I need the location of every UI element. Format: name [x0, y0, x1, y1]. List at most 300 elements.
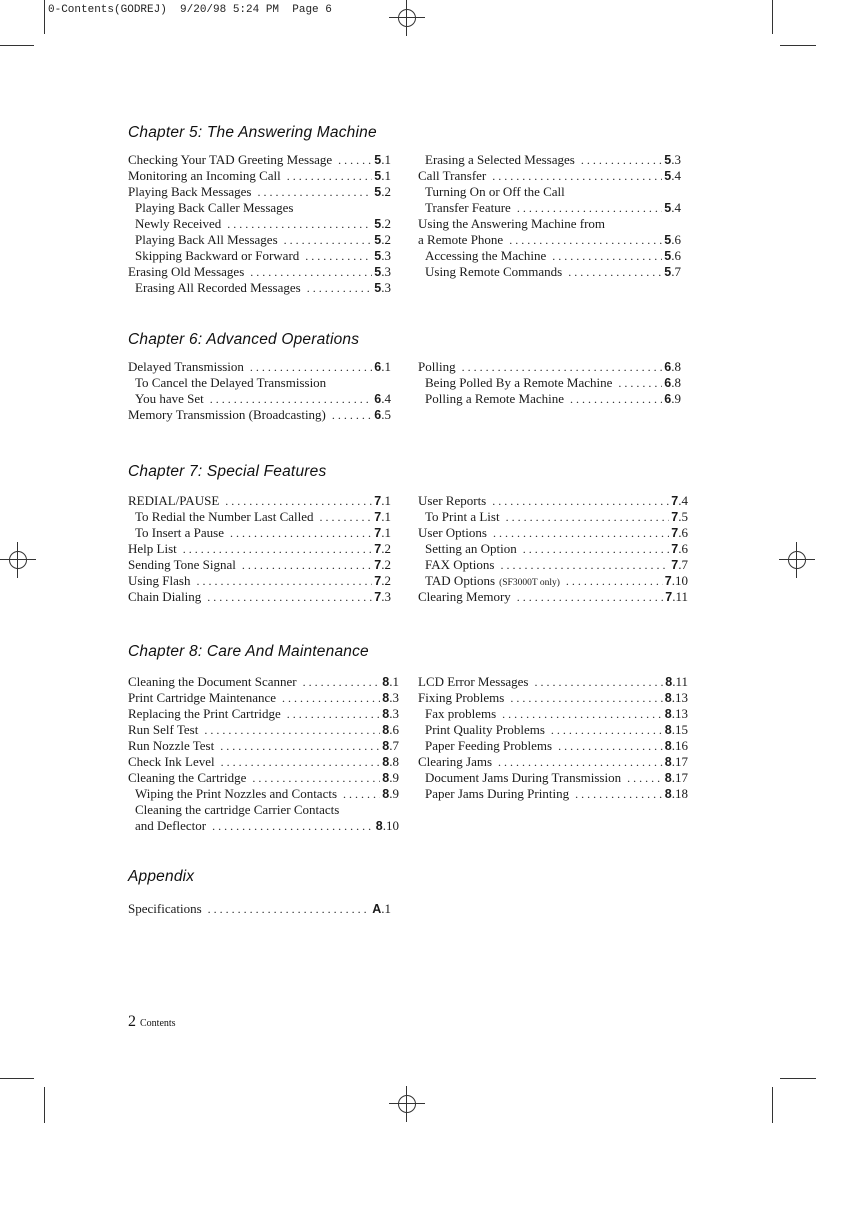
dot-leader [517, 200, 662, 216]
toc-page-ref [374, 573, 391, 589]
dot-leader [510, 690, 662, 706]
toc-entry [418, 738, 688, 754]
toc-chapter-number: 8 [382, 787, 390, 801]
registration-mark-icon [779, 542, 815, 578]
toc-page-ref [374, 557, 391, 573]
toc-entry-title: Fax problems [425, 706, 497, 721]
toc-chapter-number: 7 [671, 526, 679, 540]
toc-column-right [418, 359, 681, 407]
dot-leader [207, 589, 372, 605]
toc-page-ref [664, 168, 681, 184]
toc-chapter-number: 5 [664, 265, 672, 279]
toc-entry-title: Delayed Transmission [128, 359, 244, 374]
toc-column-right [418, 493, 688, 605]
toc-chapter-number: 8 [665, 675, 673, 689]
toc-entry-title: TAD Options [425, 573, 496, 588]
toc-page-ref [664, 152, 681, 168]
toc-chapter-number: 8 [382, 771, 390, 785]
toc-page-ref [374, 407, 391, 423]
toc-entry [128, 391, 391, 407]
chapter-title: Chapter 8: Care And Maintenance [128, 643, 369, 660]
toc-chapter-number: 8 [375, 819, 383, 833]
toc-page-number: .15 [671, 722, 688, 737]
toc-entry-title: Help List [128, 541, 177, 556]
toc-page-ref [665, 786, 688, 802]
toc-entry-title: User Options [418, 525, 487, 540]
toc-chapter-number: A [372, 902, 382, 916]
dot-leader [210, 391, 373, 407]
dot-leader [506, 509, 670, 525]
toc-chapter-number: 7 [374, 542, 382, 556]
toc-page-number: .3 [381, 264, 391, 279]
toc-entry [128, 541, 391, 557]
toc-entry-title: Transfer Feature [425, 200, 511, 215]
dot-leader [493, 525, 669, 541]
dot-leader [566, 573, 663, 589]
toc-chapter-number: 5 [374, 233, 382, 247]
toc-entry [128, 493, 391, 509]
toc-chapter-number: 7 [665, 590, 673, 604]
toc-page-ref [374, 280, 391, 296]
dot-leader [204, 722, 380, 738]
toc-chapter-number: 5 [374, 185, 382, 199]
dot-leader [320, 509, 373, 525]
toc-entry-title: User Reports [418, 493, 487, 508]
toc-page-number: .8 [389, 754, 399, 769]
toc-page-ref [376, 818, 399, 834]
dot-leader [509, 232, 662, 248]
dot-leader [307, 280, 373, 296]
toc-page-number: .3 [389, 706, 399, 721]
toc-entry-title: Playing Back All Messages [135, 232, 278, 247]
toc-entry-title: Chain Dialing [128, 589, 202, 604]
toc-entry-title: Checking Your TAD Greeting Message [128, 152, 333, 167]
toc-page-ref [664, 248, 681, 264]
toc-entry-title: Replacing the Print Cartridge [128, 706, 281, 721]
crop-mark [44, 0, 45, 34]
toc-page-ref [374, 525, 391, 541]
toc-page-number: .2 [381, 557, 391, 572]
toc-entry [128, 359, 391, 375]
toc-entry-title: Polling a Remote Machine [425, 391, 565, 406]
toc-entry-title: Monitoring an Incoming Call [128, 168, 281, 183]
toc-entry [128, 802, 399, 818]
dot-leader [627, 770, 663, 786]
toc-chapter-number: 8 [664, 787, 672, 801]
toc-chapter-number: 7 [374, 494, 382, 508]
toc-page-number: .6 [678, 525, 688, 540]
toc-entry-title: To Print a List [425, 509, 500, 524]
toc-page-ref [664, 264, 681, 280]
toc-entry-title: Cleaning the cartridge Carrier Contacts [135, 802, 340, 817]
toc-entry-title: Erasing Old Messages [128, 264, 245, 279]
toc-page-number: .4 [671, 200, 681, 215]
toc-page-ref [382, 674, 399, 690]
toc-entry [128, 706, 399, 722]
toc-chapter-number: 8 [382, 707, 390, 721]
dot-leader [183, 541, 373, 557]
toc-entry [128, 754, 399, 770]
toc-page-ref [382, 706, 399, 722]
toc-chapter-number: 5 [664, 249, 672, 263]
toc-entry-title: Paper Feeding Problems [425, 738, 553, 753]
chapter-title: Appendix [128, 868, 195, 885]
chapter-title: Chapter 7: Special Features [128, 463, 327, 480]
toc-entry-title: Using Remote Commands [425, 264, 563, 279]
toc-page-ref [374, 359, 391, 375]
toc-chapter-number: 8 [664, 691, 672, 705]
toc-page-ref [671, 541, 688, 557]
toc-page-ref [374, 509, 391, 525]
toc-page-number: .7 [671, 264, 681, 279]
toc-entry-title: You have Set [135, 391, 204, 406]
toc-page-ref [665, 690, 688, 706]
toc-page-ref [665, 674, 688, 690]
toc-page-ref [382, 722, 399, 738]
toc-page-number: .9 [389, 770, 399, 785]
toc-entry [418, 541, 688, 557]
toc-column-left [128, 901, 391, 917]
toc-page-number: .9 [671, 391, 681, 406]
toc-page-number: .1 [381, 525, 391, 540]
toc-page-ref [374, 391, 391, 407]
dot-leader [208, 901, 371, 917]
dot-leader [498, 754, 663, 770]
chapter-title: Chapter 6: Advanced Operations [128, 331, 360, 348]
toc-page-number: .8 [671, 359, 681, 374]
toc-page-number: .17 [671, 770, 688, 785]
toc-page-ref [372, 901, 391, 917]
toc-entry [128, 232, 391, 248]
toc-page-ref [671, 525, 688, 541]
toc-page-number: .5 [381, 407, 391, 422]
toc-page-ref [664, 232, 681, 248]
toc-entry-title: Newly Received [135, 216, 222, 231]
dot-leader [492, 493, 669, 509]
toc-entry-title: Playing Back Caller Messages [135, 200, 294, 215]
toc-page-number: .13 [671, 690, 688, 705]
toc-entry [418, 359, 681, 375]
toc-page-number: .1 [381, 901, 391, 916]
toc-entry [128, 738, 399, 754]
toc-entry [418, 509, 688, 525]
toc-page-ref [664, 391, 681, 407]
toc-chapter-number: 5 [664, 233, 672, 247]
crop-mark [772, 1087, 773, 1123]
toc-entry-title: Run Self Test [128, 722, 199, 737]
toc-chapter-number: 7 [374, 510, 382, 524]
toc-page-number: .1 [389, 674, 399, 689]
dot-leader [220, 738, 380, 754]
toc-chapter-number: 7 [671, 510, 679, 524]
toc-entry-title: Clearing Memory [418, 589, 511, 604]
toc-page-number: .7 [678, 557, 688, 572]
dot-leader [250, 359, 372, 375]
toc-entry [418, 248, 681, 264]
toc-chapter-number: 7 [664, 574, 672, 588]
toc-chapter-number: 8 [382, 723, 390, 737]
footer-label: Contents [140, 1018, 176, 1029]
toc-page-ref [382, 770, 399, 786]
toc-page-ref [665, 589, 688, 605]
page-number: 2 [128, 1013, 136, 1030]
toc-entry [128, 674, 399, 690]
toc-page-ref [664, 375, 681, 391]
toc-page-number: .1 [381, 509, 391, 524]
toc-chapter-number: 5 [664, 153, 672, 167]
toc-page-number: .1 [381, 168, 391, 183]
dot-leader [517, 589, 663, 605]
toc-page-ref [664, 200, 681, 216]
toc-entry-title: Using the Answering Machine from [418, 216, 606, 231]
toc-entry [128, 770, 399, 786]
toc-page-ref [665, 706, 688, 722]
dot-leader [287, 706, 381, 722]
dot-leader [502, 706, 663, 722]
toc-entry [418, 690, 688, 706]
toc-entry-title: Wiping the Print Nozzles and Contacts [135, 786, 338, 801]
toc-column-left [128, 152, 391, 296]
crop-mark [780, 1078, 816, 1079]
dot-leader [618, 375, 662, 391]
registration-mark-icon [389, 1086, 425, 1122]
toc-page-ref [374, 589, 391, 605]
dot-leader [558, 738, 663, 754]
toc-page-ref [374, 493, 391, 509]
toc-chapter-number: 8 [382, 755, 390, 769]
toc-entry [418, 557, 688, 573]
toc-chapter-number: 8 [664, 723, 672, 737]
toc-entry-title: Playing Back Messages [128, 184, 252, 199]
toc-entry [128, 509, 391, 525]
toc-entry [418, 706, 688, 722]
toc-page-number: .1 [381, 493, 391, 508]
toc-entry-title: LCD Error Messages [418, 674, 529, 689]
toc-entry-title: Run Nozzle Test [128, 738, 215, 753]
crop-mark [0, 1078, 34, 1079]
toc-chapter-number: 8 [382, 691, 390, 705]
toc-entry [418, 152, 681, 168]
toc-page-ref [665, 770, 688, 786]
dot-leader [287, 168, 373, 184]
dot-leader [581, 152, 662, 168]
toc-page-number: .9 [389, 786, 399, 801]
toc-page-number: .2 [381, 232, 391, 247]
toc-entry [418, 770, 688, 786]
toc-entry-title: Sending Tone Signal [128, 557, 236, 572]
toc-page-number: .4 [671, 168, 681, 183]
toc-entry-title: Cleaning the Document Scanner [128, 674, 297, 689]
toc-page-number: .7 [389, 738, 399, 753]
toc-page-ref [382, 690, 399, 706]
toc-entry-title: Skipping Backward or Forward [135, 248, 300, 263]
toc-entry-title: and Deflector [135, 818, 207, 833]
toc-page-number: .1 [381, 152, 391, 167]
dot-leader [284, 232, 373, 248]
toc-chapter-number: 7 [671, 558, 679, 572]
toc-chapter-number: 7 [374, 574, 382, 588]
toc-chapter-number: 5 [664, 169, 672, 183]
toc-entry-title: a Remote Phone [418, 232, 504, 247]
print-slug: 0-Contents(GODREJ) 9/20/98 5:24 PM Page 6 [48, 4, 332, 16]
toc-chapter-number: 6 [664, 360, 672, 374]
toc-entry-title: Memory Transmission (Broadcasting) [128, 407, 326, 422]
dot-leader [534, 674, 663, 690]
toc-entry-title: Erasing All Recorded Messages [135, 280, 301, 295]
crop-mark [772, 0, 773, 34]
toc-entry [418, 722, 688, 738]
toc-page-number: .3 [671, 152, 681, 167]
toc-entry [128, 690, 399, 706]
toc-entry [128, 375, 391, 391]
toc-page-ref [671, 509, 688, 525]
toc-entry [418, 493, 688, 509]
dot-leader [523, 541, 670, 557]
toc-chapter-number: 5 [374, 265, 382, 279]
toc-entry [128, 525, 391, 541]
toc-chapter-number: 5 [374, 217, 382, 231]
toc-page-ref [374, 216, 391, 232]
toc-entry [128, 786, 399, 802]
toc-entry-title: REDIAL/PAUSE [128, 493, 220, 508]
toc-page-number: .11 [672, 589, 688, 604]
toc-entry [128, 557, 391, 573]
toc-chapter-number: 5 [664, 201, 672, 215]
toc-entry-title: Print Cartridge Maintenance [128, 690, 277, 705]
toc-page-number: .6 [678, 541, 688, 556]
toc-page-number: .3 [381, 248, 391, 263]
toc-entry-title: Setting an Option [425, 541, 517, 556]
toc-chapter-number: 8 [382, 675, 390, 689]
dot-leader [551, 722, 663, 738]
dot-leader [230, 525, 372, 541]
toc-chapter-number: 6 [664, 376, 672, 390]
toc-entry [128, 589, 391, 605]
toc-chapter-number: 8 [664, 755, 672, 769]
toc-entry-title: Cleaning the Cartridge [128, 770, 247, 785]
dot-leader [568, 264, 662, 280]
toc-entry [128, 407, 391, 423]
toc-page-number: .2 [381, 184, 391, 199]
toc-entry [128, 200, 391, 216]
toc-entry [418, 264, 681, 280]
toc-page-number: .4 [678, 493, 688, 508]
toc-entry [418, 168, 681, 184]
toc-entry [128, 184, 391, 200]
toc-entry-title: Erasing a Selected Messages [425, 152, 575, 167]
toc-entry [128, 901, 391, 917]
toc-page-number: .5 [678, 509, 688, 524]
crop-mark [44, 1087, 45, 1123]
toc-entry-title: To Insert a Pause [135, 525, 224, 540]
toc-entry [418, 573, 688, 589]
dot-leader [332, 407, 372, 423]
toc-column-right [418, 674, 688, 802]
toc-page-ref [665, 738, 688, 754]
toc-page-number: .1 [381, 359, 391, 374]
toc-entry-title: Specifications [128, 901, 202, 916]
dot-leader [212, 818, 374, 834]
toc-page-ref [382, 754, 399, 770]
toc-page-number: .3 [381, 280, 391, 295]
toc-page-number: .10 [382, 818, 399, 833]
toc-entry [128, 264, 391, 280]
toc-page-ref [665, 573, 688, 589]
toc-entry [418, 589, 688, 605]
chapter-title: Chapter 5: The Answering Machine [128, 124, 377, 141]
toc-entry [418, 232, 681, 248]
toc-page-ref [374, 248, 391, 264]
toc-page-ref [671, 557, 688, 573]
dot-leader [257, 184, 372, 200]
toc-entry [128, 168, 391, 184]
toc-entry [418, 525, 688, 541]
dot-leader [252, 770, 380, 786]
crop-mark [0, 45, 34, 46]
dot-leader [303, 674, 381, 690]
toc-entry-title: Turning On or Off the Call [425, 184, 565, 199]
toc-entry-title: Check Ink Level [128, 754, 215, 769]
dot-leader [196, 573, 372, 589]
dot-leader [282, 690, 380, 706]
toc-entry [128, 818, 399, 834]
dot-leader [250, 264, 372, 280]
dot-leader [338, 152, 372, 168]
crop-mark [780, 45, 816, 46]
toc-page-number: .17 [671, 754, 688, 769]
toc-column-left [128, 674, 399, 834]
toc-entry-title: Being Polled By a Remote Machine [425, 375, 613, 390]
toc-entry [418, 754, 688, 770]
toc-chapter-number: 5 [374, 249, 382, 263]
toc-entry-title: Clearing Jams [418, 754, 493, 769]
toc-chapter-number: 8 [664, 739, 672, 753]
toc-chapter-number: 7 [671, 494, 679, 508]
toc-entry-title: Polling [418, 359, 456, 374]
toc-entry-title: FAX Options [425, 557, 495, 572]
dot-leader [227, 216, 372, 232]
dot-leader [570, 391, 662, 407]
toc-entry [128, 248, 391, 264]
toc-chapter-number: 6 [374, 408, 382, 422]
toc-chapter-number: 5 [374, 281, 382, 295]
toc-chapter-number: 7 [374, 526, 382, 540]
toc-chapter-number: 8 [664, 771, 672, 785]
toc-page-number: .6 [671, 248, 681, 263]
toc-chapter-number: 7 [374, 590, 382, 604]
toc-page-number: .16 [671, 738, 688, 753]
toc-chapter-number: 6 [374, 392, 382, 406]
toc-page-ref [374, 232, 391, 248]
toc-page-number: .2 [381, 541, 391, 556]
toc-page-number: .6 [389, 722, 399, 737]
toc-entry [128, 216, 391, 232]
dot-leader [500, 557, 669, 573]
registration-mark-icon [0, 542, 36, 578]
dot-leader [225, 493, 372, 509]
toc-chapter-number: 7 [671, 542, 679, 556]
toc-entry [128, 280, 391, 296]
toc-page-ref [374, 541, 391, 557]
toc-chapter-number: 6 [374, 360, 382, 374]
toc-page-ref [382, 738, 399, 754]
toc-page-number: .13 [671, 706, 688, 721]
toc-page-number: .8 [671, 375, 681, 390]
toc-page-ref [374, 152, 391, 168]
toc-page-number: .2 [381, 573, 391, 588]
toc-entry-title: Call Transfer [418, 168, 487, 183]
toc-chapter-number: 5 [374, 169, 382, 183]
